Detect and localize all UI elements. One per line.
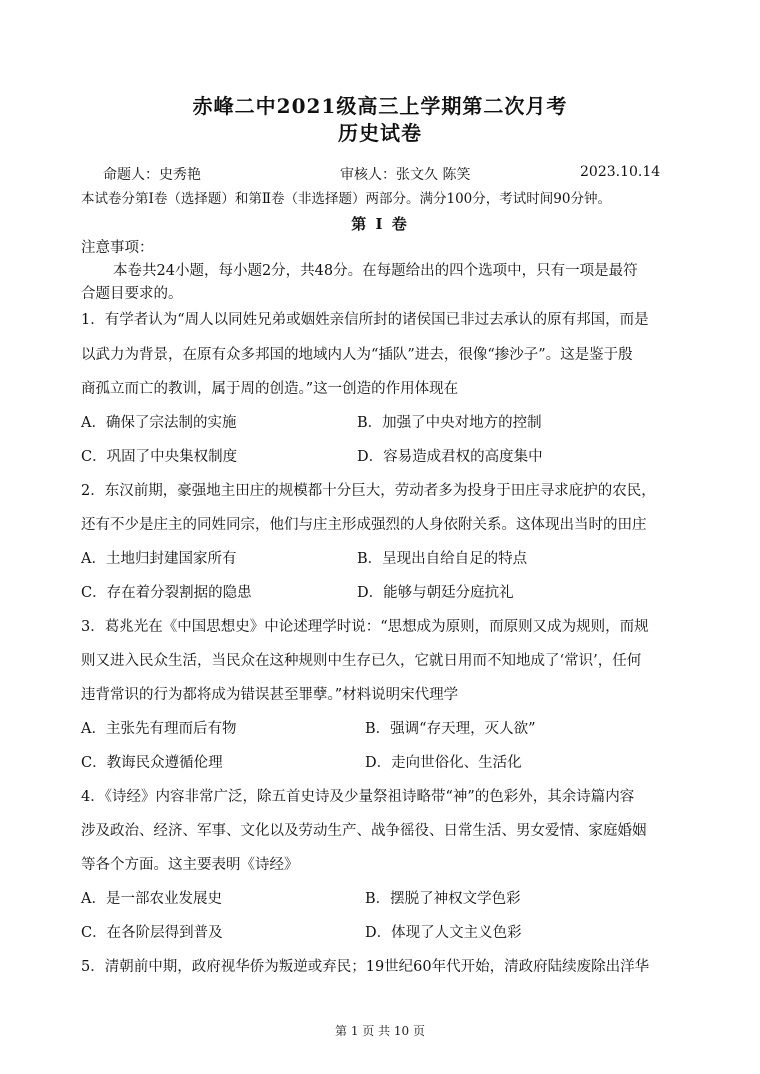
reviewer-label: 审核人：张文久 陈笑 (340, 167, 471, 183)
question-text: 等各个方面。这主要表明《诗经》 (81, 857, 299, 873)
question-text: 商孤立而亡的教训，属于周的创造。”这一创造的作用体现在 (81, 381, 459, 397)
option-d[interactable]: D．容易造成君权的高度集中 (357, 449, 543, 465)
option-a[interactable]: A．确保了宗法制的实施 (81, 415, 237, 431)
notice-heading: 注意事项： (81, 240, 154, 256)
question-text: 3．葛兆光在《中国思想史》中论述理学时说：“思想成为原则，而原则又成为规则，而规 (81, 619, 649, 635)
question-text: 还有不少是庄主的同姓同宗，他们与庄主形成强烈的人身依附关系。这体现出当时的田庄 (81, 517, 647, 533)
option-b[interactable]: B．呈现出自给自足的特点 (357, 551, 528, 567)
exam-title: 赤峰二中2021级高三上学期第二次月考 (192, 94, 568, 118)
question-text: 违背常识的行为都将成为错误甚至罪孽。”材料说明宋代理学 (81, 687, 459, 703)
option-c[interactable]: C．在各阶层得到普及 (81, 925, 223, 941)
option-b[interactable]: B．摆脱了神权文学色彩 (365, 891, 521, 907)
question-text: 以武力为背景，在原有众多邦国的地域内人为“插队”进去，很像“掺沙子”。这是鉴于殷 (81, 347, 633, 363)
question-text: 涉及政治、经济、军事、文化以及劳动生产、战争徭役、日常生活、男女爱情、家庭婚姻 (81, 823, 647, 839)
exam-subject: 历史试卷 (338, 121, 422, 145)
question-text: 1．有学者认为“周人以同姓兄弟或姻姓亲信所封的诸侯国已非过去承认的原有邦国，而是 (81, 312, 649, 328)
exam-intro: 本试卷分第Ⅰ卷（选择题）和第Ⅱ卷（非选择题）两部分。满分100分，考试时间90分钟。 (81, 191, 611, 207)
notice-text: 合题目要求的。 (81, 286, 183, 302)
question-text: 2．东汉前期，豪强地主田庄的规模都十分巨大，劳动者多为投身于田庄寻求庇护的农民， (81, 483, 656, 499)
notice-text: 本卷共24小题，每小题2分，共48分。在每题给出的四个选项中，只有一项是最符 (113, 263, 638, 279)
option-c[interactable]: C．教诲民众遵循伦理 (81, 755, 223, 771)
option-b[interactable]: B．强调“存天理，灭人欲” (365, 721, 536, 737)
option-d[interactable]: D．走向世俗化、生活化 (365, 755, 522, 771)
section-title: 第 Ⅰ 卷 (351, 215, 409, 233)
option-a[interactable]: A．主张先有理而后有物 (81, 721, 237, 737)
author-label: 命题人：史秀艳 (103, 167, 201, 183)
option-a[interactable]: A．土地归封建国家所有 (81, 551, 237, 567)
option-c[interactable]: C．存在着分裂割据的隐患 (81, 585, 252, 601)
exam-date: 2023.10.14 (580, 164, 661, 180)
option-b[interactable]: B．加强了中央对地方的控制 (357, 415, 542, 431)
option-d[interactable]: D．能够与朝廷分庭抗礼 (357, 585, 514, 601)
question-text: 5．清朝前中期，政府视华侨为叛逆或弃民；19世纪60年代开始，清政府陆续废除出洋华 (81, 959, 650, 975)
option-a[interactable]: A．是一部农业发展史 (81, 891, 222, 907)
option-d[interactable]: D．体现了人文主义色彩 (365, 925, 522, 941)
question-text: 则又进入民众生活，当民众在这种规则中生存已久，它就日用而不知地成了‘常识’，任何 (81, 653, 642, 669)
option-c[interactable]: C．巩固了中央集权制度 (81, 449, 238, 465)
question-text: 4．《诗经》内容非常广泛，除五首史诗及少量祭祖诗略带“神”的色彩外，其余诗篇内容 (81, 789, 635, 805)
page-footer: 第 1 页 共 10 页 (335, 1024, 425, 1038)
